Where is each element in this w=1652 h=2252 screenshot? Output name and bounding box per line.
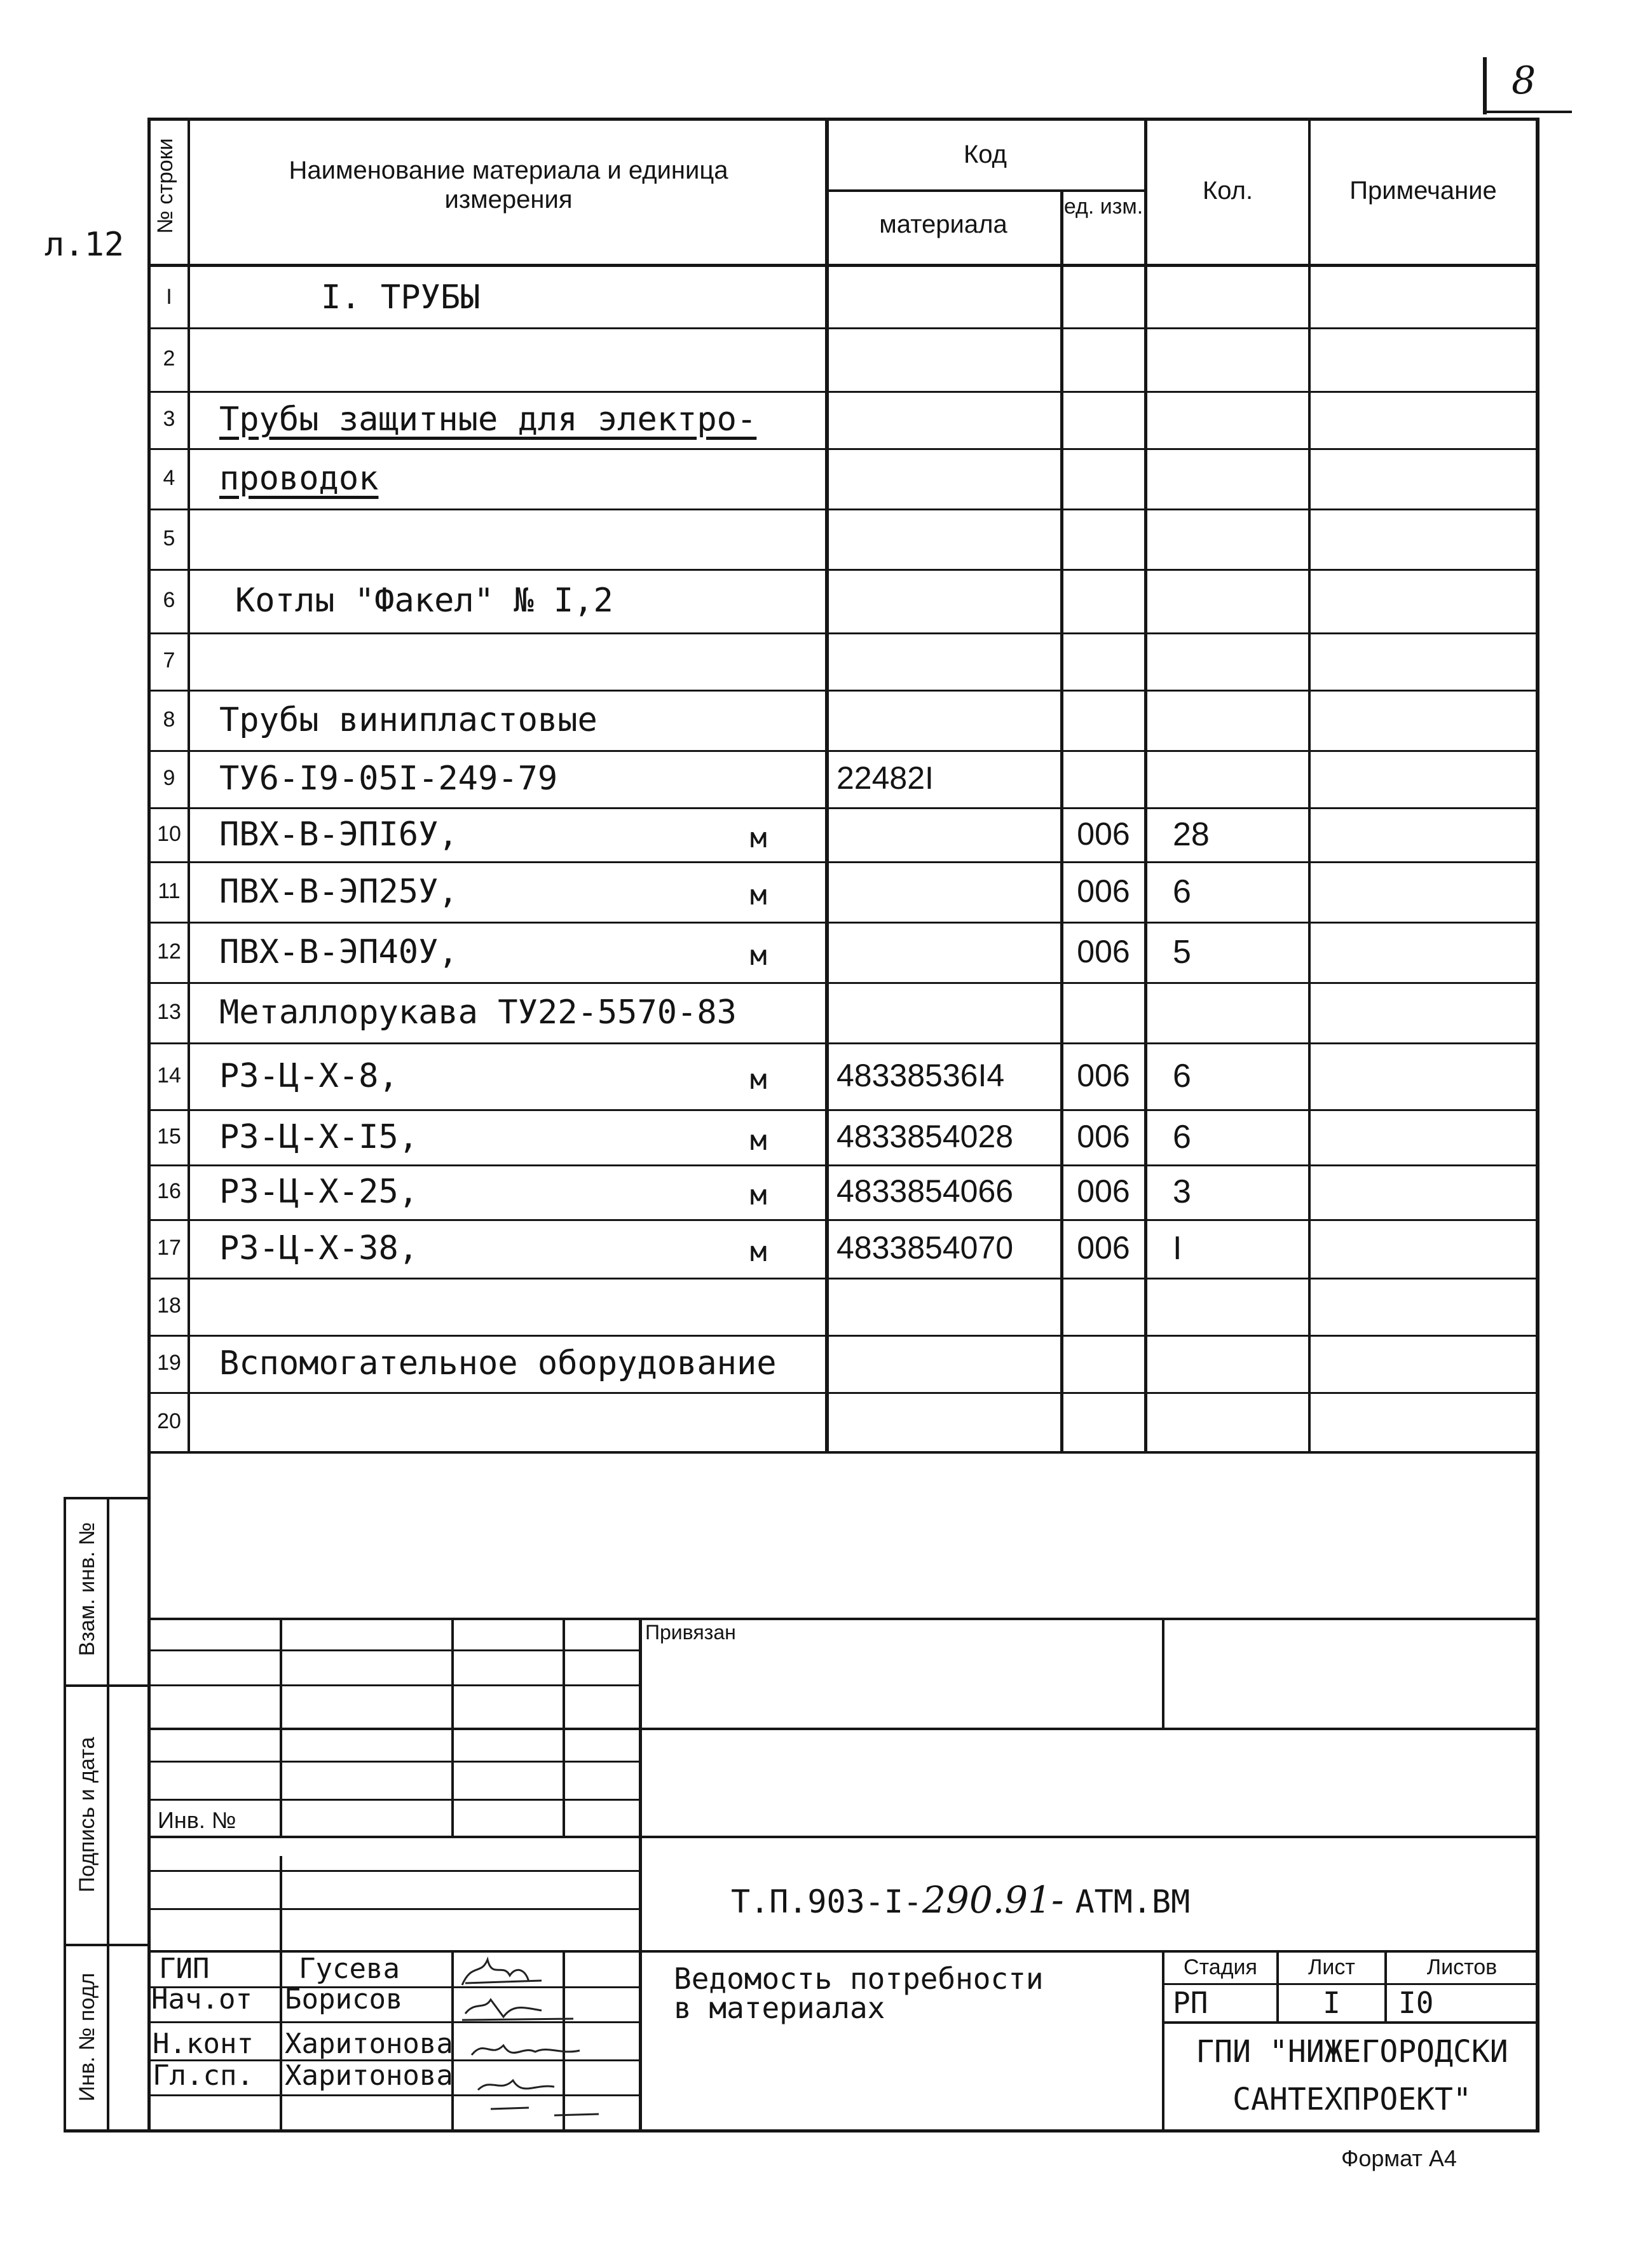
row-quantity: 5 (1173, 934, 1191, 971)
row-name: ПВХ-В-ЭП40У, (219, 933, 458, 971)
organization-line2: САНТЕХПРОЕКТ" (1232, 2082, 1471, 2117)
row-separator (147, 508, 1539, 510)
header-qty: Кол. (1202, 177, 1253, 205)
row-number: 9 (163, 766, 175, 790)
table-top-border (147, 118, 1539, 121)
row-separator (147, 861, 1539, 863)
organization-line1: ГПИ "НИЖЕГОРОДСКИ (1196, 2034, 1508, 2070)
row-number: 2 (163, 346, 175, 371)
row-unit: м (750, 1063, 767, 1096)
row-quantity: I (1173, 1230, 1182, 1267)
tb-top-line (151, 1618, 1539, 1620)
header-code-unit: ед. изм. (1063, 194, 1143, 219)
row-material-code: 4833854028 (836, 1119, 1014, 1154)
col-line-3 (1060, 191, 1063, 1452)
frame-right-border (1536, 118, 1539, 2133)
row-name: Р3-Ц-Х-I5, (219, 1118, 419, 1156)
row-unit: м (750, 1236, 767, 1268)
sig-role-4: Гл.сп. (153, 2059, 254, 2092)
row-number: 6 (163, 588, 175, 612)
row-unit-code: 006 (1077, 1119, 1130, 1154)
row-name: Вспомогательное оборудование (219, 1344, 777, 1382)
row-name: Р3-Ц-Х-25, (219, 1173, 419, 1211)
row-number: 19 (157, 1351, 181, 1375)
row-number: 20 (157, 1409, 181, 1433)
row-material-code: 48338536I4 (836, 1058, 1005, 1093)
row-name: Р3-Ц-Х-38, (219, 1229, 419, 1267)
row-number: 5 (163, 526, 175, 550)
privyazan-label: Привязан (645, 1621, 736, 1644)
row-number: 17 (157, 1236, 181, 1260)
document-title-line1: Ведомость потребности (674, 1962, 1044, 1996)
row-unit-code: 006 (1077, 1173, 1130, 1209)
sig-role-1: ГИП (159, 1953, 210, 1985)
row-number: 4 (163, 466, 175, 490)
row-number: 12 (157, 939, 181, 964)
row-separator (147, 807, 1539, 809)
tb-hline-f (151, 1836, 1539, 1838)
tb-hline-g (151, 1870, 640, 1872)
col-line-2 (825, 118, 829, 1452)
header-bottom-line (147, 264, 1539, 267)
row-separator (147, 1335, 1539, 1337)
sheets-value: I0 (1398, 1986, 1434, 2020)
side-left-border (64, 1497, 66, 2131)
row-unit: м (750, 879, 767, 911)
side-mid-border (107, 1497, 109, 2131)
row-unit-code: 006 (1077, 873, 1130, 909)
tb-hline-c (151, 1728, 1539, 1730)
tb-hline-e (151, 1799, 640, 1801)
row-number: 8 (163, 707, 175, 732)
tb-vline-2a (451, 1618, 454, 1837)
row-number: 15 (157, 1124, 181, 1149)
tb-hline-d (151, 1761, 640, 1763)
sig-role-3: Н.конт (153, 2028, 254, 2060)
row-unit: м (750, 822, 767, 854)
row-separator (147, 1164, 1539, 1166)
row-separator (147, 391, 1539, 393)
handwritten-signatures (453, 1950, 637, 2131)
row-separator (147, 982, 1539, 984)
table-bottom-border (147, 1451, 1539, 1454)
row-separator (147, 448, 1539, 450)
stage-label: Стадия (1184, 1955, 1257, 1979)
row-name: проводок (219, 460, 379, 498)
row-quantity: 6 (1173, 1058, 1191, 1095)
row-name: Металлорукава ТУ22-5570-83 (219, 993, 737, 1032)
row-unit-code: 006 (1077, 1230, 1130, 1266)
row-number: I (166, 285, 172, 309)
tb-hline-a (151, 1649, 640, 1651)
header-code: Код (963, 140, 1007, 168)
row-number: 13 (157, 1000, 181, 1024)
row-name: ПВХ-В-ЭПI6У, (219, 815, 458, 854)
row-number: 10 (157, 822, 181, 846)
document-code: Т.П.903-I-290.91- АТМ.ВМ (731, 1878, 1191, 1921)
row-name: I. ТРУБЫ (321, 278, 481, 317)
page-number-divider (1483, 57, 1487, 114)
page-number: 8 (1512, 58, 1536, 103)
tb-stage-hline-2 (1162, 2021, 1539, 2024)
tb-vline-5 (1162, 1618, 1164, 1729)
row-name: Котлы "Факел" № I,2 (235, 582, 613, 620)
row-quantity: 6 (1173, 873, 1191, 910)
row-separator (147, 690, 1539, 692)
row-separator (147, 569, 1539, 571)
tb-hline-h (151, 1908, 640, 1910)
row-material-code: 22482I (836, 760, 934, 796)
row-number: 18 (157, 1293, 181, 1318)
side-divider-2 (64, 1944, 151, 1946)
row-number: 3 (163, 407, 175, 431)
tb-vline-3a (563, 1618, 565, 1837)
row-unit-code: 006 (1077, 1058, 1130, 1093)
tb-vline-1b (280, 1856, 282, 2131)
row-quantity: 3 (1173, 1173, 1191, 1210)
row-unit: м (750, 1179, 767, 1211)
sig-role-2: Нач.от (151, 1983, 252, 2016)
sig-name-3: Харитонова (285, 2028, 453, 2060)
sheets-label: Листов (1426, 1955, 1498, 1979)
row-separator (147, 1278, 1539, 1280)
row-unit: м (750, 939, 767, 972)
frame-bottom-border (64, 2129, 1539, 2133)
code-header-split (825, 189, 1146, 192)
sheet-ref: л.12 (44, 226, 125, 264)
row-number: 16 (157, 1179, 181, 1203)
row-unit-code: 006 (1077, 934, 1130, 969)
row-name: Трубы защитные для электро- (219, 400, 757, 439)
sig-name-4: Харитонова (285, 2059, 453, 2092)
row-quantity: 6 (1173, 1119, 1191, 1156)
row-number: 14 (157, 1063, 181, 1088)
stage-value: РП (1173, 1986, 1208, 2020)
tb-hline-b (151, 1684, 640, 1686)
sig-name-2: Борисов (285, 1983, 403, 2016)
row-unit-code: 006 (1077, 816, 1130, 852)
header-note: Примечание (1349, 177, 1497, 205)
col-line-5 (1308, 118, 1311, 1452)
header-name: Наименование материала и единица измерения (289, 156, 728, 214)
row-number: 7 (163, 648, 175, 672)
sig-name-1: Гусева (299, 1953, 400, 1985)
tb-vline-1a (280, 1618, 282, 1837)
row-number: 11 (158, 879, 181, 903)
row-separator (147, 632, 1539, 634)
side-divider-1 (64, 1684, 151, 1687)
row-separator (147, 922, 1539, 924)
col-line-4 (1144, 118, 1147, 1452)
format-label: Формат А4 (1341, 2145, 1457, 2171)
row-name: Р3-Ц-Х-8, (219, 1057, 399, 1095)
row-separator (147, 1392, 1539, 1394)
tb-stage-hline (1162, 1983, 1539, 1985)
row-unit: м (750, 1124, 767, 1157)
header-code-material: материала (879, 210, 1007, 238)
row-material-code: 4833854066 (836, 1173, 1014, 1209)
document-title-line2: в материалах (674, 1991, 885, 2025)
row-name: Трубы винипластовые (219, 701, 597, 739)
sheet-label: Лист (1308, 1955, 1355, 1979)
row-quantity: 28 (1173, 816, 1210, 853)
row-separator (147, 1109, 1539, 1111)
row-name: ПВХ-В-ЭП25У, (219, 873, 458, 911)
inv-no-label: Инв. № (158, 1807, 236, 1833)
row-separator (147, 1219, 1539, 1221)
row-material-code: 4833854070 (836, 1230, 1014, 1266)
page-number-underline (1483, 111, 1572, 113)
row-separator (147, 1042, 1539, 1044)
sheet-value: I (1323, 1986, 1341, 2020)
row-name: ТУ6-I9-05I-249-79 (219, 760, 558, 798)
tb-vline-4 (639, 1618, 642, 2131)
row-separator (147, 750, 1539, 752)
row-separator (147, 327, 1539, 329)
